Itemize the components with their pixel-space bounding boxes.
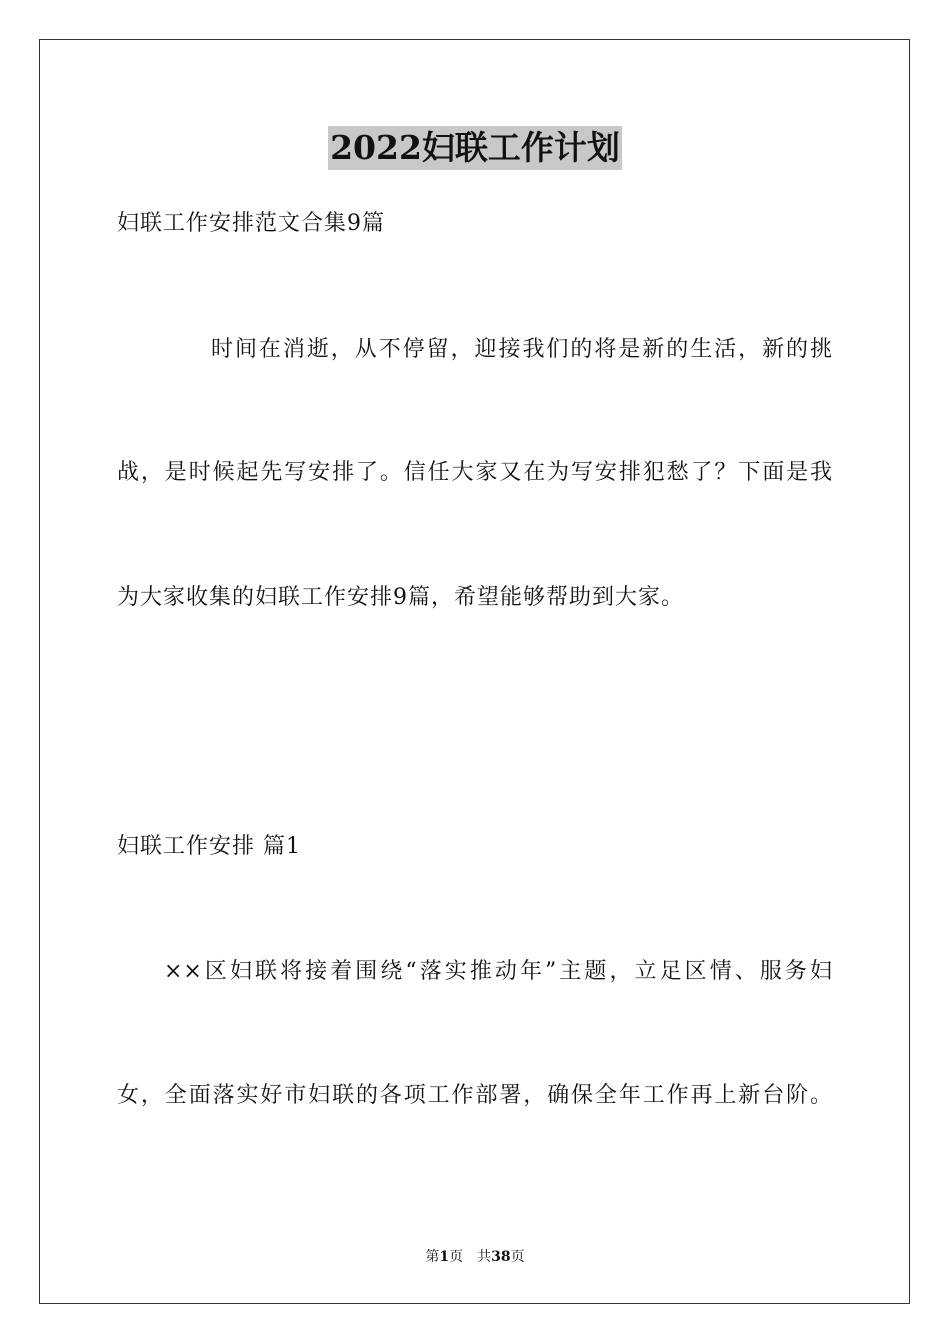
footer-page-total: 38 — [491, 1249, 511, 1265]
section-heading: 妇联工作安排 篇1 — [117, 834, 301, 859]
page-footer — [0, 1247, 950, 1267]
document-title-text: 2022妇联工作计划 — [328, 126, 622, 170]
footer-page-prefix: 第 — [425, 1249, 440, 1265]
footer-total-prefix: 共 — [477, 1249, 492, 1265]
section-paragraph-line: 女，全面落实好市妇联的各项工作部署，确保全年工作再上新台阶。 — [117, 1083, 833, 1108]
footer-page-current: 1 — [439, 1249, 450, 1265]
footer-page-suffix: 页 — [449, 1249, 464, 1265]
intro-paragraph-line: 战，是时候起先写安排了。信任大家又在为写安排犯愁了？下面是我 — [117, 460, 833, 485]
footer-total-suffix: 页 — [510, 1249, 525, 1265]
intro-paragraph-line: 为大家收集的妇联工作安排9篇，希望能够帮助到大家。 — [117, 585, 684, 610]
intro-paragraph-line: 时间在消逝，从不停留，迎接我们的将是新的生活，新的挑 — [211, 337, 833, 362]
section-paragraph-line: ××区妇联将接着围绕“落实推动年”主题，立足区情、服务妇 — [164, 959, 833, 984]
document-title — [0, 126, 950, 176]
document-subtitle: 妇联工作安排范文合集9篇 — [117, 211, 385, 236]
